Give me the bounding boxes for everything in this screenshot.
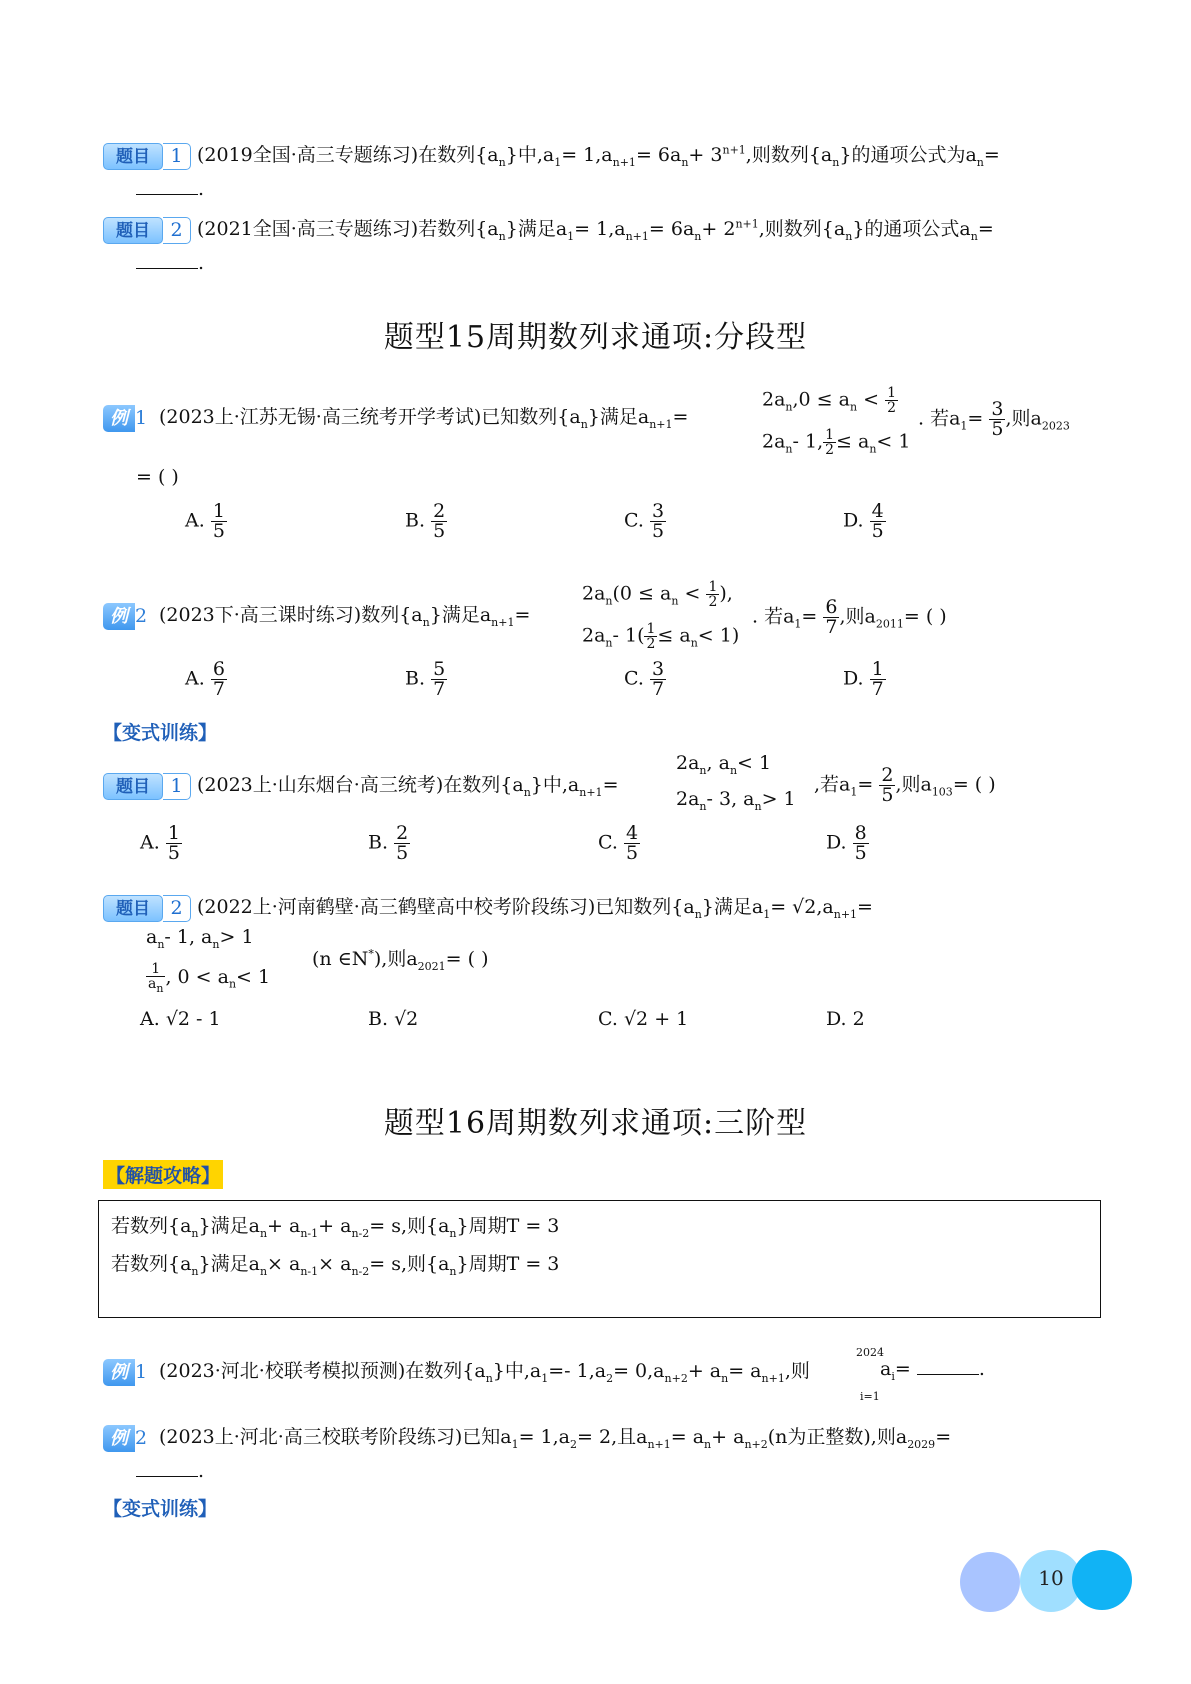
option-d[interactable]: D. 2 bbox=[826, 1008, 865, 1030]
example-2: 例 2 (2023下·高三课时练习)数列$\{a_n\}$满足$a_{n+1}=$ bbox=[103, 600, 530, 630]
piecewise-case-2: $2a_n-$ 1, $\frac{1}{2}$ ≤ $a_n< 1$ bbox=[762, 427, 911, 458]
page-circle-left bbox=[960, 1552, 1020, 1612]
example-1-tail: . 若$a_1=$ $\frac{3}{5}$ ,则$a_{2023}$ bbox=[918, 398, 1070, 440]
example-4: 例 2 (2023上·河北·高三校联考阶段练习)已知$a_1= 1,a_2= 2$,且$a_{n+1}= a_n+ a_{n+2}(n$为正整数),则$a_{2029}=$ bbox=[103, 1422, 951, 1452]
variant-problem-1: 题目 1 (2023上·山东烟台·高三统考)在数列$\{a_n\}$中$,a_{n+1}=$ bbox=[103, 770, 618, 800]
sum-upper: 2024 bbox=[856, 1346, 884, 1359]
example-1: 例 1 (2023上·江苏无锡·高三统考开学考试)已知数列$\{a_n\}$满足$a_{n+1}=$ bbox=[103, 402, 688, 432]
timu-number: 1 bbox=[163, 143, 191, 170]
option-b[interactable]: B. $\frac{2}{5}$ bbox=[368, 822, 409, 864]
option-c[interactable]: C. √2 + 1 bbox=[598, 1008, 689, 1030]
option-a[interactable]: A. $\frac{1}{5}$ bbox=[185, 500, 225, 542]
piecewise-case-1: $a_n-$ 1, $a_n> 1$ bbox=[146, 926, 254, 951]
variant-1-tail: ,若$a_1=$ $\frac{2}{5}$ ,则$a_{103}=$ ( ) bbox=[814, 764, 996, 806]
page-circle-right bbox=[1072, 1550, 1132, 1610]
option-a[interactable]: A. $\frac{6}{7}$ bbox=[185, 658, 225, 700]
problem-source: (2021全国·高三专题练习) bbox=[197, 218, 419, 240]
piecewise-case-2: $2a_n-$ 1( $\frac{1}{2}$ ≤ $a_n< 1$) bbox=[582, 621, 740, 652]
strategy-box bbox=[98, 1200, 1101, 1318]
option-d[interactable]: D. $\frac{1}{7}$ bbox=[843, 658, 884, 700]
option-b[interactable]: B. $\frac{2}{5}$ bbox=[405, 500, 446, 542]
option-c[interactable]: C. $\frac{3}{5}$ bbox=[624, 500, 665, 542]
answer-blank-4: . bbox=[136, 1460, 204, 1482]
li-tag: 例 bbox=[103, 603, 135, 630]
sum-lower: i=1 bbox=[860, 1390, 880, 1403]
variant-problem-2: 题目 2 (2022上·河南鹤壁·高三鹤壁高中校考阶段练习)已知数列$\{a_n\}$满足$a_1= √2,a_{n+1}=$ bbox=[103, 892, 873, 922]
option-c[interactable]: C. $\frac{3}{7}$ bbox=[624, 658, 665, 700]
option-c[interactable]: C. $\frac{4}{5}$ bbox=[598, 822, 639, 864]
variant-training-label-2: 【变式训练】 bbox=[103, 1498, 218, 1520]
strategy-line-1: 若数列$\{a_n\}$满足$a_n+ a_{n-1}+ a_{n-2}= s$,则$\{a_n\}$周期T = 3 bbox=[111, 1215, 560, 1240]
option-d[interactable]: D. $\frac{4}{5}$ bbox=[843, 500, 884, 542]
variant-2-tail: (n ∈N*),则$a_{2021}=$ ( ) bbox=[312, 947, 489, 973]
example-1-blank: = ( ) bbox=[136, 466, 179, 488]
problem-source: (2019全国·高三专题练习) bbox=[197, 144, 419, 166]
strategy-line-2: 若数列$\{a_n\}$满足$a_n\times a_{n-1}\times a_{n-2}= s$,则$\{a_n\}$周期T = 3 bbox=[111, 1253, 560, 1278]
strategy-label: 【解题攻略】 bbox=[103, 1160, 223, 1189]
answer-blank-2: . bbox=[136, 252, 204, 274]
problem-1: 题目 1 (2019全国·高三专题练习)在数列$\{a_n\}$中$,a_1= 1,a_{n+1}= 6a_n+ 3^{n+1}$,则数列$\{a_n\}$的通项公式为$a_n=$ bbox=[103, 140, 1000, 170]
piecewise-case-2: $\frac{1}{a_n}$ , $0 < a_n< 1$ bbox=[148, 961, 271, 995]
page-number: 10 bbox=[1038, 1566, 1064, 1590]
variant-training-label: 【变式训练】 bbox=[103, 722, 218, 744]
option-b[interactable]: B. $\frac{5}{7}$ bbox=[405, 658, 446, 700]
piecewise-case-1: $2a_n(0 \le a_n$ < $\frac{1}{2}$ ), bbox=[582, 579, 733, 610]
example-3: 例 1 (2023·河北·校联考模拟预测)在数列$\{a_n\}$中$,a_1=-$ $1,a_2= 0,a_{n+2}+ a_n= a_{n+1}$,则 bbox=[103, 1356, 810, 1386]
example-2-tail: . 若$a_1=$ $\frac{6}{7}$ ,则$a_{2011}=$ ( ) bbox=[752, 596, 947, 638]
example-3-tail: $a_i=$ . bbox=[880, 1358, 985, 1383]
piecewise-case-1: $2a_n,0 \le a_n$ < $\frac{1}{2}$ bbox=[762, 385, 897, 416]
piecewise-case-2: $2a_n-$ 3, $a_n> 1$ bbox=[676, 788, 796, 813]
answer-blank-1: . bbox=[136, 178, 204, 200]
option-b[interactable]: B. √2 bbox=[368, 1008, 419, 1030]
timu-number: 2 bbox=[163, 217, 191, 244]
problem-2: 题目 2 (2021全国·高三专题练习)若数列$\{a_n\}$满足$a_1= 1,a_{n+1}= 6a_n+ 2^{n+1}$,则数列$\{a_n\}$的通项公式$a_n=$ bbox=[103, 214, 994, 244]
timu-tag: 题目 bbox=[103, 217, 163, 244]
timu-tag: 题目 bbox=[103, 143, 163, 170]
li-tag: 例 bbox=[103, 405, 135, 432]
option-a[interactable]: A. √2 - 1 bbox=[140, 1008, 221, 1030]
section-heading-15: 题型15周期数列求通项:分段型 bbox=[383, 320, 808, 355]
section-heading-16: 题型16周期数列求通项:三阶型 bbox=[383, 1106, 808, 1141]
option-d[interactable]: D. $\frac{8}{5}$ bbox=[826, 822, 867, 864]
piecewise-case-1: $2a_n$, $a_n< 1$ bbox=[676, 752, 772, 777]
option-a[interactable]: A. $\frac{1}{5}$ bbox=[140, 822, 180, 864]
